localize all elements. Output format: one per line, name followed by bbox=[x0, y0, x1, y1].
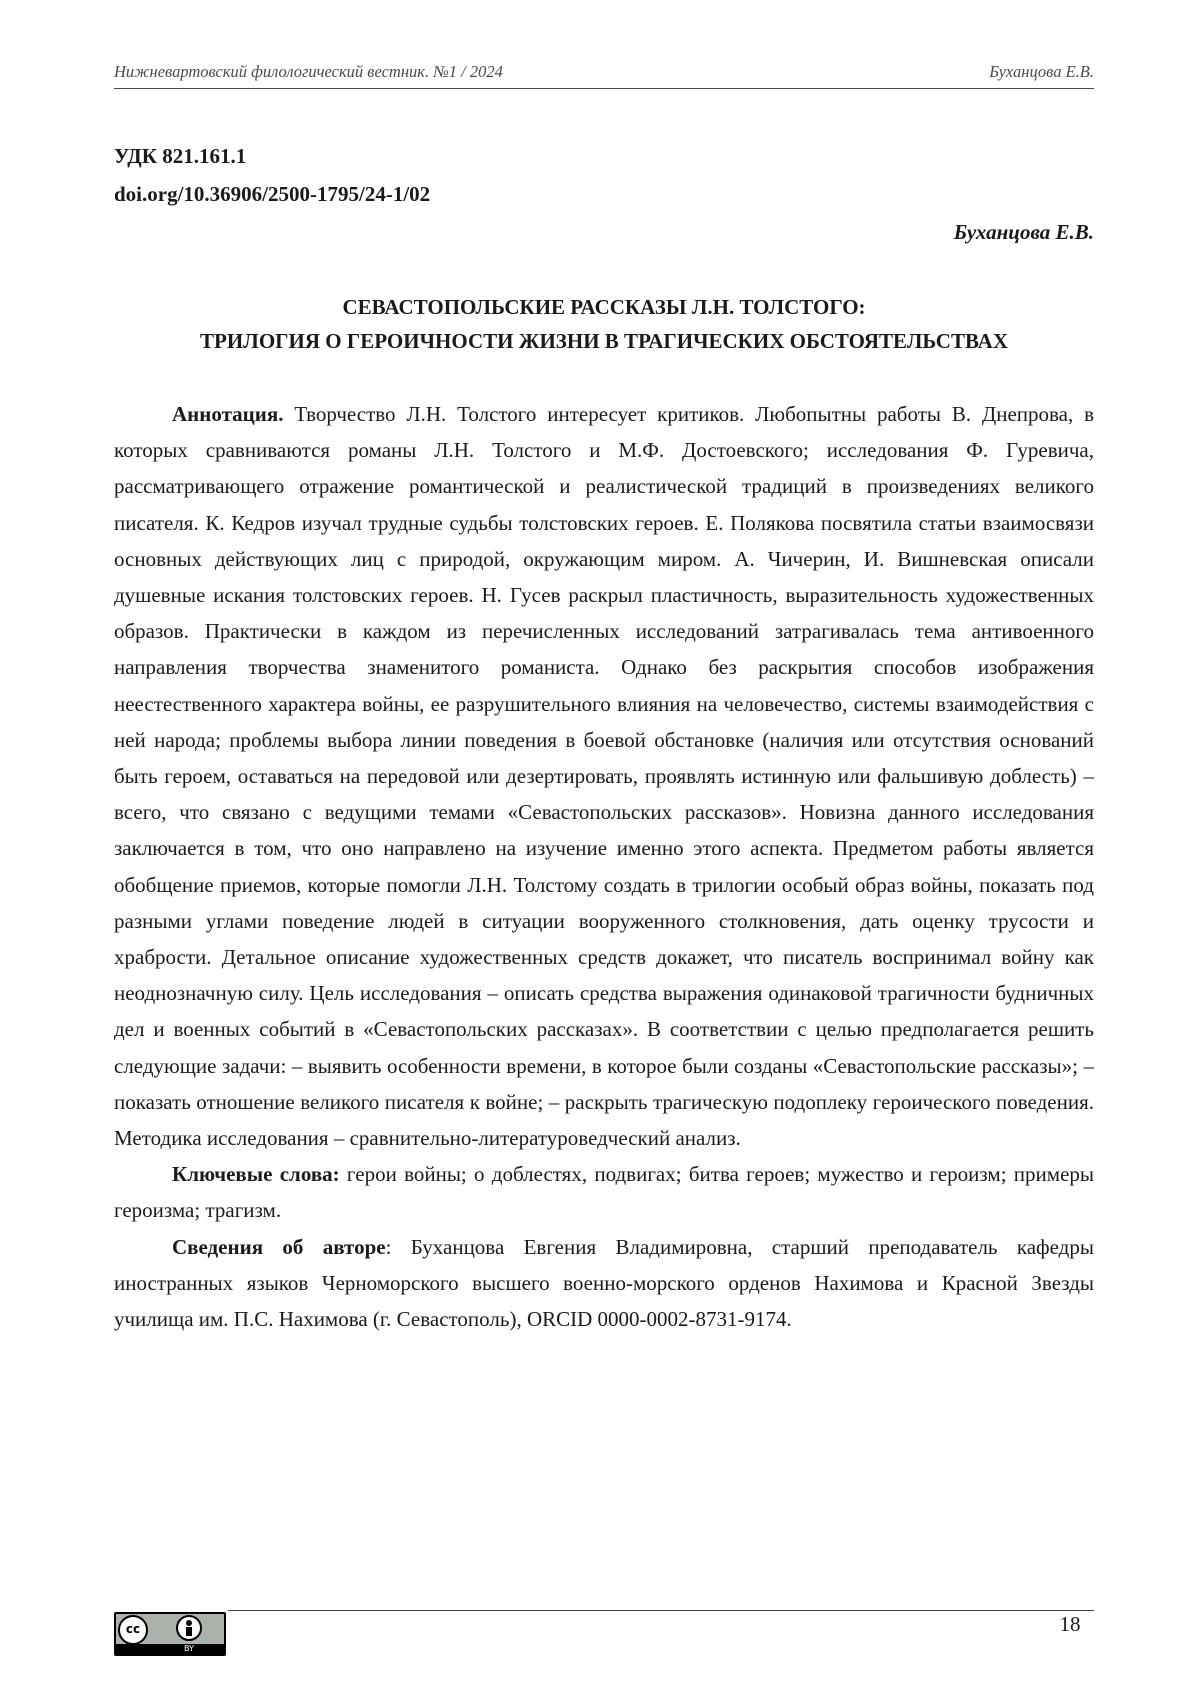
abstract-paragraph bbox=[114, 396, 1094, 1156]
person-body-shape bbox=[186, 1627, 192, 1636]
doi-link[interactable]: doi.org/10.36906/2500-1795/24-1/02 bbox=[114, 182, 431, 206]
author-info-text: : Буханцова Евгения Владимировна, старший преподаватель кафедры иностранных языков Черноморского высшего военно-морского орденов Нахимова и Красной Звезды училища им. П.С. Нахимова (г. Севастополь), ORCID 0000-0002-8731-9174. bbox=[114, 1234, 1094, 1332]
author-info-label: Сведения об авторе bbox=[172, 1234, 386, 1259]
keywords-text: герои войны; о доблестях, подвигах; битва героев; мужество и героизм; примеры героизма; трагизм. bbox=[114, 1162, 1094, 1223]
license-by-label: BY bbox=[184, 1644, 194, 1653]
article-body bbox=[114, 396, 1094, 1337]
attribution-person-icon bbox=[176, 1615, 202, 1641]
header-author: Буханцова Е.В. bbox=[989, 62, 1094, 81]
udk-code: УДК 821.161.1 bbox=[114, 144, 247, 168]
footer-divider bbox=[228, 1610, 1094, 1611]
author-info-paragraph bbox=[114, 1229, 1094, 1338]
article-title bbox=[114, 290, 1094, 358]
page-number: 18 bbox=[1059, 1612, 1081, 1636]
header-divider bbox=[114, 88, 1094, 89]
title-line-2: ТРИЛОГИЯ О ГЕРОИЧНОСТИ ЖИЗНИ В ТРАГИЧЕСКИХ ОБСТОЯТЕЛЬСТВАХ bbox=[200, 329, 1008, 353]
abstract-text: Творчество Л.Н. Толстого интересует критиков. Любопытны работы В. Днепрова, в которых сравниваются романы Л.Н. Толстого и М.Ф. Достоевского; исследования Ф. Гуревича, рассматривающего отражение романтической и реалистической традиций в произведениях великого писателя. К. Кедров изучал трудные судьбы толстовских героев. Е. Полякова посвятила статьи взаимосвязи основных действующих лиц с природой, окружающим миром. А. Чичерин, И. Вишневская описали душевные искания толстовских героев. Н. Гусев раскрыл пластичность, выразительность художественных образов. Практически в каждом из перечисленных исследований затрагивалась тема антивоенного направления творчества знаменитого романиста. Однако без раскрытия способов изображения неестественного характера войны, ее разрушительного влияния на человечество, системы взаимодействия с ней народа; проблемы выбора линии поведения в боевой обстановке (наличия или отсутствия оснований быть героем, оставаться на передовой или дезертировать, проявлять истинную или фальшивую доблесть) – всего, что связано с ведущими темами «Севастопольских рассказов». Новизна данного исследования заключается в том, что оно направлено на изучение именно этого аспекта. Предметом работы является обобщение приемов, которые помогли Л.Н. Толстому создать в трилогии особый образ войны, показать под разными углами поведение людей в ситуации вооруженного столкновения, дать оценку трусости и храбрости. Детальное описание художественных средств докажет, что писатель воспринимал войну как неоднозначную силу. Цель исследования – описать средства выражения одинаковой трагичности будничных дел и военных событий в «Севастопольских рассказах». В соответствии с целью предполагается решить следующие задачи: – выявить особенности времени, в которое были созданы «Севастопольские рассказы»; – показать отношение великого писателя к войне; – раскрыть трагическую подоплеку героического поведения. Методика исследования – сравнительно-литературоведческий анализ. bbox=[114, 402, 1094, 1151]
abstract-label: Аннотация. bbox=[172, 402, 284, 426]
creative-commons-icon: cc bbox=[118, 1615, 148, 1645]
journal-name: Нижневартовский филологический вестник. №1 / 2024 bbox=[114, 62, 503, 81]
person-head-shape bbox=[186, 1620, 192, 1626]
title-line-1: СЕВАСТОПОЛЬСКИЕ РАССКАЗЫ Л.Н. ТОЛСТОГО: bbox=[342, 295, 866, 319]
article-author: Буханцова Е.В. bbox=[953, 220, 1094, 244]
running-header bbox=[114, 62, 1094, 82]
keywords-label: Ключевые слова: bbox=[172, 1162, 340, 1187]
cc-by-license-badge[interactable] bbox=[114, 1612, 226, 1656]
keywords-paragraph bbox=[114, 1156, 1094, 1228]
